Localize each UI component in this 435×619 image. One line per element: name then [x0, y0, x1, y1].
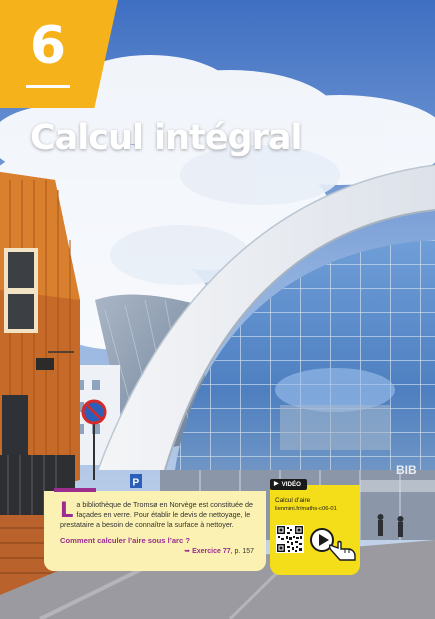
pointing-hand-icon: [328, 539, 358, 561]
parking-sign-letter: P: [132, 477, 140, 489]
chapter-number: 6: [29, 16, 67, 76]
problem-dropcap: L: [60, 498, 74, 522]
arrow-icon: ➥: [184, 548, 191, 555]
chapter-number-underline: [26, 85, 70, 88]
video-label: [270, 479, 307, 490]
problem-card-tab: [54, 488, 96, 492]
problem-question: Comment calculer l’aire sous l’arc ?: [60, 536, 190, 545]
building-letters: BIB: [396, 463, 417, 477]
exercise-page: , p. 157: [230, 548, 254, 555]
video-title: Calcul d’aire: [275, 497, 311, 504]
exercise-reference: [184, 547, 254, 555]
chapter-title: Calcul intégral: [30, 118, 302, 158]
video-url[interactable]: lienmini.fr/maths-c06-01: [275, 506, 337, 512]
video-card[interactable]: [270, 481, 360, 575]
video-label-text: VIDÉO: [281, 481, 301, 488]
play-dot-icon: ▶: [274, 481, 279, 487]
problem-text: [60, 500, 260, 530]
exercise-link[interactable]: Exercice 77: [192, 548, 231, 555]
problem-body: a bibliothèque de Tromsø en Norvège est constituée de façades en verre. Pour établir le devis de nettoyage, le prestataire a besoin de connaître la surface à nettoyer.: [60, 500, 253, 529]
problem-card: [44, 491, 266, 571]
qr-code-icon[interactable]: [276, 525, 304, 553]
